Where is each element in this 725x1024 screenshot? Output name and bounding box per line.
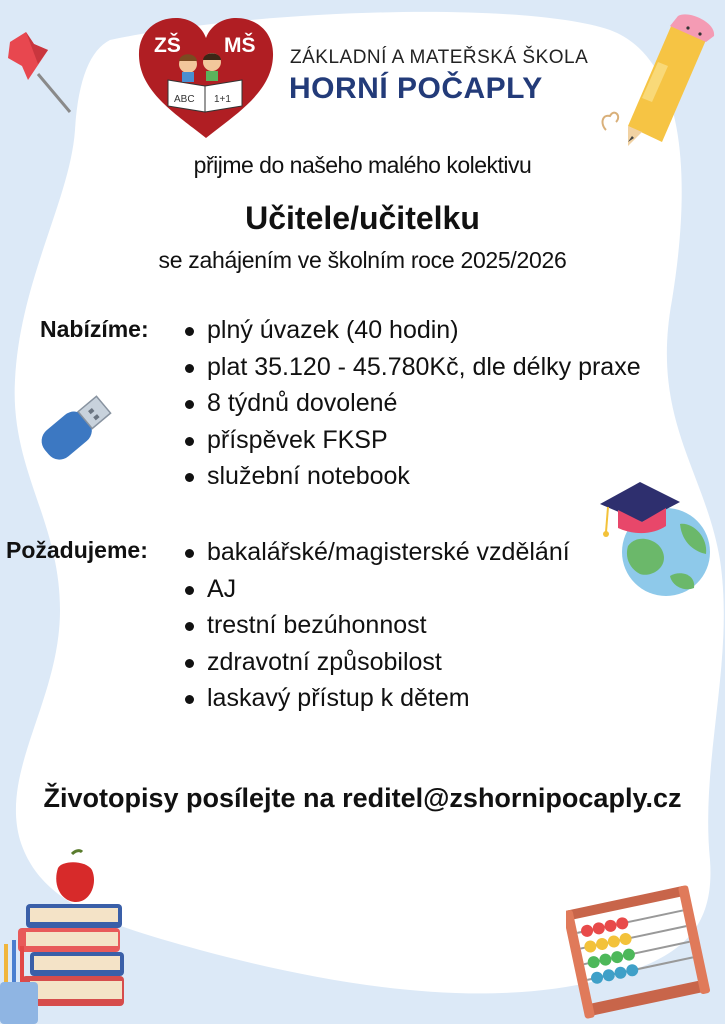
books-apple-icon xyxy=(0,848,130,1024)
school-name-line2: HORNÍ POČAPLY xyxy=(289,72,543,105)
offer-list xyxy=(182,312,641,495)
requirements-label: Požadujeme: xyxy=(6,537,148,563)
list-item: plat 35.120 - 45.780Kč, dle délky praxe xyxy=(182,349,641,386)
requirements-list xyxy=(182,534,570,717)
pencil-icon xyxy=(598,12,720,150)
intro-text: přijme do našeho malého kolektivu xyxy=(193,152,532,178)
list-item: 8 týdnů dovolené xyxy=(182,385,641,422)
list-item: zdravotní způsobilost xyxy=(182,644,570,681)
logo-zs-text: ZŠ xyxy=(154,34,181,57)
list-item: služební notebook xyxy=(182,458,641,495)
logo-book-numbers: 1+1 xyxy=(214,94,231,105)
school-year-subtitle: se zahájením ve školním roce 2025/2026 xyxy=(158,247,567,273)
abacus-icon xyxy=(566,876,716,1022)
usb-drive-icon xyxy=(28,383,118,475)
push-pin-icon xyxy=(4,28,74,116)
list-item: plný úvazek (40 hodin) xyxy=(182,312,641,349)
logo-book-abc: ABC xyxy=(174,94,195,105)
job-title: Učitele/učitelku xyxy=(245,200,480,236)
list-item: příspěvek FKSP xyxy=(182,422,641,459)
logo-ms-text: MŠ xyxy=(224,34,256,57)
contact-footer: Životopisy posílejte na reditel@zshornipocaply.cz xyxy=(43,783,682,813)
school-name-line1: ZÁKLADNÍ A MATEŘSKÁ ŠKOLA xyxy=(290,47,589,68)
list-item: AJ xyxy=(182,571,570,608)
list-item: laskavý přístup k dětem xyxy=(182,680,570,717)
offer-label: Nabízíme: xyxy=(40,316,149,342)
list-item: trestní bezúhonnost xyxy=(182,607,570,644)
list-item: bakalářské/magisterské vzdělání xyxy=(182,534,570,571)
school-logo xyxy=(136,14,276,140)
